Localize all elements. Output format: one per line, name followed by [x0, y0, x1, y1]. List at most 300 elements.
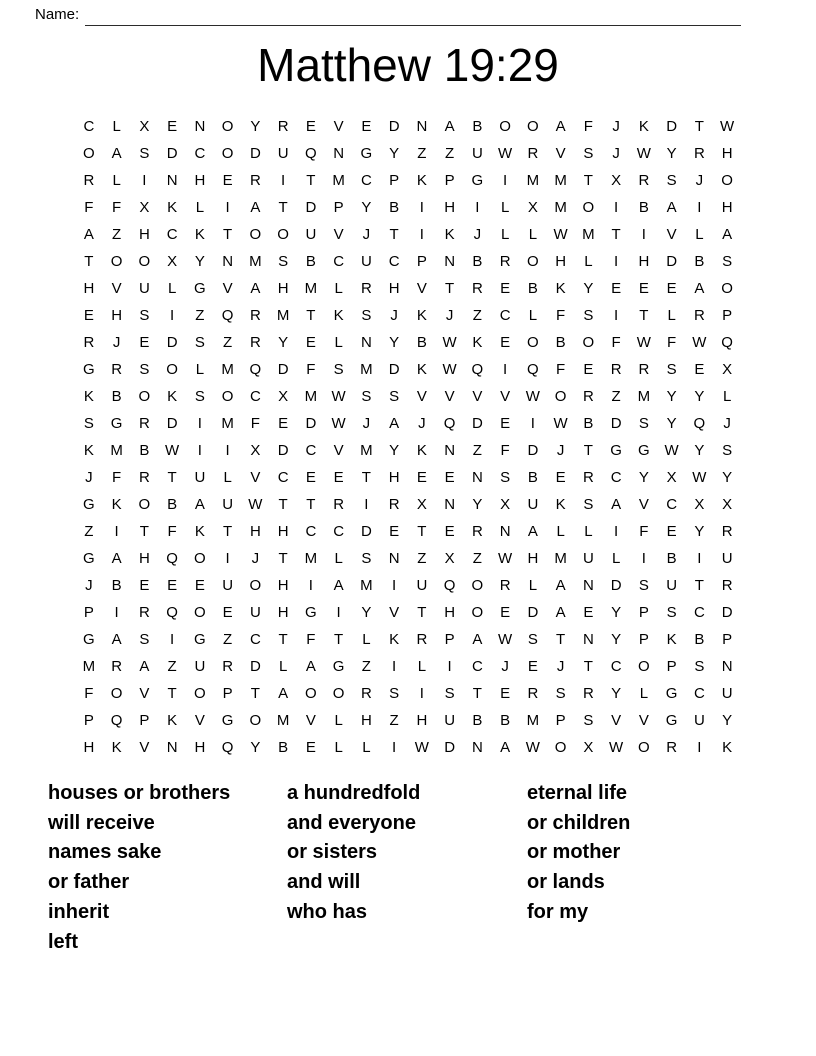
- grid-row: [75, 491, 741, 518]
- grid-letter: Y: [722, 712, 733, 729]
- grid-letter: G: [83, 631, 95, 648]
- grid-letter: I: [336, 604, 341, 621]
- grid-letter: M: [526, 172, 540, 189]
- grid-letter: Y: [250, 118, 261, 135]
- grid-letter: T: [278, 496, 288, 513]
- grid-letter: Z: [361, 658, 371, 675]
- grid-letter: L: [195, 199, 205, 216]
- word-list-item: houses or brothers: [48, 782, 231, 804]
- grid-letter: C: [83, 118, 95, 135]
- grid-letter: W: [720, 118, 735, 135]
- grid-letter: M: [304, 280, 318, 297]
- grid-letter: A: [111, 145, 122, 162]
- grid-letter: I: [170, 631, 175, 648]
- grid-letter: Z: [112, 226, 122, 243]
- grid-letter: N: [582, 577, 594, 594]
- word-list-column: [287, 779, 527, 957]
- grid-letter: F: [667, 334, 677, 351]
- grid-letter: N: [471, 469, 483, 486]
- grid-letter: V: [222, 280, 233, 297]
- word-list-item: eternal life: [527, 782, 628, 804]
- grid-letter: H: [277, 280, 289, 297]
- grid-letter: T: [250, 685, 260, 702]
- puzzle-title: Matthew 19:29: [257, 39, 559, 91]
- word-list-column: [48, 779, 287, 957]
- grid-letter: X: [444, 550, 455, 567]
- grid-letter: A: [527, 523, 538, 540]
- grid-letter: S: [139, 361, 150, 378]
- grid-letter: R: [360, 685, 372, 702]
- grid-letter: N: [166, 739, 178, 756]
- grid-letter: J: [362, 226, 371, 243]
- grid-row: [75, 572, 741, 599]
- grid-letter: X: [694, 496, 705, 513]
- grid-letter: U: [222, 577, 234, 594]
- grid-letter: I: [142, 172, 147, 189]
- word-list-item: or lands: [527, 871, 605, 894]
- grid-letter: E: [194, 577, 205, 594]
- grid-letter: E: [416, 469, 427, 486]
- grid-letter: R: [499, 253, 511, 270]
- grid-letter: O: [277, 226, 289, 243]
- grid-letter: O: [110, 253, 123, 270]
- grid-letter: W: [553, 415, 568, 432]
- grid-letter: T: [306, 307, 316, 324]
- grid-letter: S: [583, 496, 594, 513]
- grid-row: [75, 626, 741, 653]
- grid-letter: D: [666, 253, 678, 270]
- grid-letter: J: [418, 415, 426, 432]
- grid-letter: J: [85, 469, 93, 486]
- grid-letter: V: [333, 442, 344, 459]
- grid-letter: H: [277, 604, 289, 621]
- grid-letter: I: [419, 199, 424, 216]
- grid-letter: B: [638, 199, 649, 216]
- word-list-item: names sake: [48, 841, 162, 864]
- grid-letter: C: [610, 658, 622, 675]
- grid-letter: L: [362, 631, 371, 648]
- grid-letter: B: [305, 253, 316, 270]
- grid-letter: I: [308, 577, 313, 594]
- grid-letter: S: [361, 550, 372, 567]
- grid-letter: N: [582, 631, 594, 648]
- grid-letter: A: [333, 577, 344, 594]
- grid-letter: K: [333, 307, 344, 324]
- grid-letter: L: [278, 658, 288, 675]
- grid-row: [75, 194, 741, 221]
- grid-letter: U: [666, 577, 678, 594]
- grid-letter: L: [584, 523, 593, 540]
- grid-letter: T: [694, 118, 704, 135]
- grid-letter: K: [416, 172, 427, 189]
- grid-letter: P: [722, 307, 733, 324]
- grid-letter: Z: [167, 658, 177, 675]
- grid-letter: D: [305, 199, 317, 216]
- grid-letter: V: [389, 604, 400, 621]
- grid-letter: E: [666, 280, 677, 297]
- grid-letter: X: [527, 199, 538, 216]
- word-list-item: and will: [287, 871, 361, 894]
- grid-letter: T: [583, 442, 593, 459]
- grid-letter: B: [111, 388, 122, 405]
- grid-letter: A: [555, 118, 566, 135]
- grid-letter: T: [445, 280, 455, 297]
- grid-letter: O: [554, 388, 567, 405]
- grid-letter: C: [360, 172, 372, 189]
- grid-letter: W: [331, 388, 346, 405]
- grid-letter: A: [83, 226, 94, 243]
- grid-letter: Y: [611, 604, 622, 621]
- grid-letter: C: [305, 523, 317, 540]
- grid-letter: A: [139, 658, 150, 675]
- grid-letter: D: [388, 361, 400, 378]
- grid-letter: I: [225, 550, 230, 567]
- grid-letter: T: [417, 604, 427, 621]
- grid-letter: R: [693, 307, 705, 324]
- grid-letter: Y: [250, 739, 261, 756]
- grid-letter: T: [278, 550, 288, 567]
- grid-letter: P: [139, 712, 150, 729]
- grid-letter: D: [444, 739, 456, 756]
- grid-letter: G: [83, 496, 95, 513]
- grid-letter: S: [555, 685, 566, 702]
- grid-letter: S: [278, 253, 289, 270]
- grid-letter: S: [666, 604, 677, 621]
- grid-letter: O: [83, 145, 95, 162]
- grid-letter: M: [360, 442, 373, 459]
- grid-letter: I: [170, 307, 175, 324]
- grid-letter: F: [639, 523, 649, 540]
- grid-row: [75, 140, 741, 167]
- grid-letter: V: [305, 712, 316, 729]
- grid-letter: X: [583, 739, 594, 756]
- grid-letter: F: [583, 118, 593, 135]
- grid-letter: A: [194, 496, 205, 513]
- grid-letter: C: [666, 496, 678, 513]
- grid-letter: Q: [166, 604, 178, 621]
- grid-letter: G: [83, 361, 95, 378]
- grid-letter: P: [416, 253, 427, 270]
- grid-letter: V: [611, 712, 622, 729]
- grid-letter: K: [555, 280, 566, 297]
- grid-letter: Z: [445, 145, 455, 162]
- grid-letter: B: [416, 334, 427, 351]
- grid-letter: I: [281, 172, 286, 189]
- grid-letter: J: [501, 658, 509, 675]
- grid-letter: O: [249, 712, 262, 729]
- grid-letter: H: [360, 712, 372, 729]
- grid-letter: B: [694, 253, 705, 270]
- word-list: [48, 779, 768, 957]
- grid-letter: R: [582, 469, 594, 486]
- grid-letter: E: [305, 469, 316, 486]
- grid-letter: U: [194, 469, 206, 486]
- grid-letter: S: [694, 658, 705, 675]
- grid-letter: Q: [443, 415, 456, 432]
- grid-letter: Q: [305, 145, 317, 162]
- word-list-item: for my: [527, 900, 589, 923]
- grid-letter: M: [276, 712, 290, 729]
- grid-letter: T: [556, 631, 566, 648]
- grid-letter: G: [638, 442, 650, 459]
- grid-letter: T: [583, 658, 593, 675]
- grid-letter: C: [610, 469, 622, 486]
- grid-letter: L: [334, 712, 343, 729]
- grid-letter: C: [693, 604, 705, 621]
- grid-letter: A: [278, 685, 289, 702]
- grid-letter: B: [583, 415, 594, 432]
- grid-letter: O: [166, 361, 178, 378]
- grid-letter: L: [334, 334, 343, 351]
- grid-letter: I: [614, 307, 619, 324]
- grid-letter: L: [112, 118, 121, 135]
- grid-letter: U: [416, 577, 428, 594]
- grid-letter: T: [389, 226, 399, 243]
- grid-letter: X: [139, 118, 150, 135]
- grid-letter: S: [500, 469, 511, 486]
- grid-letter: W: [664, 442, 679, 459]
- grid-letter: R: [610, 361, 622, 378]
- word-list-item: will receive: [48, 811, 155, 834]
- grid-letter: M: [360, 361, 373, 378]
- grid-letter: V: [111, 280, 122, 297]
- grid-letter: H: [138, 226, 150, 243]
- grid-letter: S: [194, 334, 205, 351]
- grid-letter: S: [194, 388, 205, 405]
- grid-letter: H: [638, 253, 650, 270]
- grid-letter: Z: [84, 523, 94, 540]
- word-list-item: who has: [287, 900, 368, 923]
- grid-letter: A: [111, 550, 122, 567]
- grid-letter: E: [611, 280, 622, 297]
- grid-letter: X: [167, 253, 178, 270]
- grid-letter: F: [84, 685, 94, 702]
- grid-letter: I: [225, 442, 230, 459]
- grid-letter: L: [611, 550, 621, 567]
- grid-letter: F: [306, 361, 316, 378]
- grid-letter: O: [249, 226, 262, 243]
- grid-letter: Y: [694, 388, 705, 405]
- grid-letter: I: [114, 604, 119, 621]
- grid-letter: G: [83, 550, 95, 567]
- grid-letter: Q: [721, 334, 733, 351]
- grid-letter: S: [389, 388, 400, 405]
- grid-letter: X: [250, 442, 261, 459]
- grid-letter: Q: [471, 361, 484, 378]
- grid-letter: M: [304, 550, 318, 567]
- word-list-item: a hundredfold: [287, 782, 421, 804]
- grid-letter: U: [693, 712, 705, 729]
- grid-letter: J: [251, 550, 260, 567]
- grid-row: [75, 464, 741, 491]
- grid-letter: K: [416, 307, 427, 324]
- grid-letter: K: [111, 739, 122, 756]
- grid-letter: R: [721, 577, 733, 594]
- grid-letter: R: [499, 577, 511, 594]
- grid-letter: U: [471, 145, 483, 162]
- grid-letter: W: [609, 739, 624, 756]
- grid-letter: L: [528, 307, 538, 324]
- grid-letter: I: [392, 739, 397, 756]
- grid-letter: S: [583, 307, 594, 324]
- grid-letter: T: [167, 469, 177, 486]
- grid-letter: F: [112, 199, 122, 216]
- grid-letter: R: [249, 334, 261, 351]
- grid-letter: Z: [389, 712, 399, 729]
- grid-letter: G: [665, 685, 678, 702]
- grid-letter: I: [364, 496, 369, 513]
- grid-letter: H: [444, 199, 456, 216]
- grid-letter: X: [722, 361, 733, 378]
- grid-letter: D: [249, 145, 261, 162]
- grid-letter: F: [84, 199, 94, 216]
- grid-letter: E: [583, 361, 594, 378]
- grid-letter: D: [610, 415, 622, 432]
- grid-letter: U: [721, 550, 733, 567]
- grid-letter: Y: [694, 442, 705, 459]
- grid-letter: J: [445, 307, 454, 324]
- grid-row: [75, 410, 741, 437]
- grid-letter: K: [472, 334, 483, 351]
- grid-letter: N: [360, 334, 372, 351]
- grid-letter: N: [444, 496, 456, 513]
- grid-letter: O: [332, 685, 345, 702]
- grid-letter: W: [636, 334, 651, 351]
- grid-letter: X: [722, 496, 733, 513]
- grid-letter: A: [389, 415, 400, 432]
- grid-letter: P: [722, 631, 733, 648]
- grid-letter: A: [722, 226, 733, 243]
- grid-letter: I: [641, 550, 646, 567]
- grid-letter: I: [697, 739, 702, 756]
- grid-letter: E: [444, 469, 455, 486]
- grid-letter: V: [333, 226, 344, 243]
- grid-letter: O: [110, 685, 123, 702]
- grid-letter: M: [554, 172, 567, 189]
- grid-letter: N: [388, 550, 400, 567]
- grid-letter: T: [278, 199, 288, 216]
- grid-letter: O: [249, 577, 262, 594]
- grid-letter: S: [361, 307, 372, 324]
- grid-letter: Y: [611, 631, 622, 648]
- grid-letter: O: [194, 604, 206, 621]
- grid-letter: L: [334, 739, 343, 756]
- grid-letter: H: [83, 280, 95, 297]
- grid-row: [75, 248, 741, 275]
- grid-letter: H: [111, 307, 123, 324]
- grid-letter: B: [472, 253, 483, 270]
- grid-letter: U: [277, 145, 289, 162]
- grid-letter: K: [83, 388, 94, 405]
- grid-letter: P: [638, 604, 649, 621]
- grid-letter: D: [305, 415, 317, 432]
- grid-letter: I: [530, 415, 535, 432]
- grid-letter: Y: [694, 523, 705, 540]
- grid-letter: B: [555, 334, 566, 351]
- grid-letter: E: [278, 415, 289, 432]
- grid-letter: N: [444, 442, 456, 459]
- grid-letter: F: [556, 361, 566, 378]
- grid-letter: D: [166, 334, 178, 351]
- grid-letter: D: [666, 118, 678, 135]
- grid-letter: O: [638, 739, 650, 756]
- grid-letter: D: [388, 118, 400, 135]
- grid-letter: Q: [110, 712, 123, 729]
- grid-letter: P: [83, 604, 94, 621]
- grid-letter: E: [167, 577, 178, 594]
- grid-letter: W: [525, 388, 540, 405]
- grid-letter: B: [389, 199, 400, 216]
- grid-letter: T: [417, 523, 427, 540]
- grid-letter: E: [139, 334, 150, 351]
- grid-letter: T: [639, 307, 649, 324]
- grid-letter: K: [167, 199, 178, 216]
- grid-row: [75, 734, 741, 761]
- grid-letter: M: [82, 658, 96, 675]
- grid-letter: R: [693, 145, 705, 162]
- grid-letter: D: [166, 145, 178, 162]
- grid-row: [75, 545, 741, 572]
- grid-letter: V: [638, 712, 649, 729]
- grid-letter: E: [139, 577, 150, 594]
- grid-letter: K: [444, 226, 455, 243]
- grid-letter: R: [416, 631, 428, 648]
- grid-letter: G: [305, 604, 317, 621]
- grid-letter: S: [389, 685, 400, 702]
- grid-letter: M: [110, 442, 123, 459]
- grid-letter: E: [555, 469, 566, 486]
- grid-letter: Z: [472, 550, 482, 567]
- grid-letter: R: [360, 280, 372, 297]
- grid-letter: W: [636, 145, 651, 162]
- grid-letter: O: [638, 658, 650, 675]
- grid-letter: I: [114, 523, 119, 540]
- grid-letter: T: [361, 469, 371, 486]
- grid-letter: L: [528, 577, 538, 594]
- grid-letter: C: [333, 253, 345, 270]
- grid-letter: K: [167, 388, 178, 405]
- grid-letter: R: [138, 604, 150, 621]
- grid-letter: C: [499, 307, 511, 324]
- word-list-item: or sisters: [287, 841, 378, 864]
- grid-letter: E: [305, 118, 316, 135]
- grid-letter: B: [472, 712, 483, 729]
- grid-letter: L: [500, 226, 510, 243]
- grid-letter: R: [527, 145, 539, 162]
- grid-letter: D: [277, 361, 289, 378]
- grid-letter: H: [555, 253, 567, 270]
- grid-letter: B: [666, 550, 677, 567]
- grid-letter: B: [278, 739, 289, 756]
- grid-letter: O: [527, 253, 539, 270]
- grid-letter: V: [139, 739, 150, 756]
- grid-letter: U: [721, 685, 733, 702]
- grid-letter: T: [611, 226, 621, 243]
- grid-letter: H: [527, 550, 539, 567]
- grid-letter: H: [444, 604, 456, 621]
- grid-letter: M: [221, 415, 234, 432]
- grid-letter: U: [305, 226, 317, 243]
- grid-letter: T: [694, 577, 704, 594]
- grid-letter: G: [665, 712, 678, 729]
- grid-letter: P: [222, 685, 233, 702]
- grid-letter: Q: [527, 361, 539, 378]
- grid-letter: G: [221, 712, 234, 729]
- grid-letter: E: [83, 307, 94, 324]
- grid-letter: W: [165, 442, 180, 459]
- grid-letter: K: [416, 442, 427, 459]
- grid-letter: A: [250, 199, 261, 216]
